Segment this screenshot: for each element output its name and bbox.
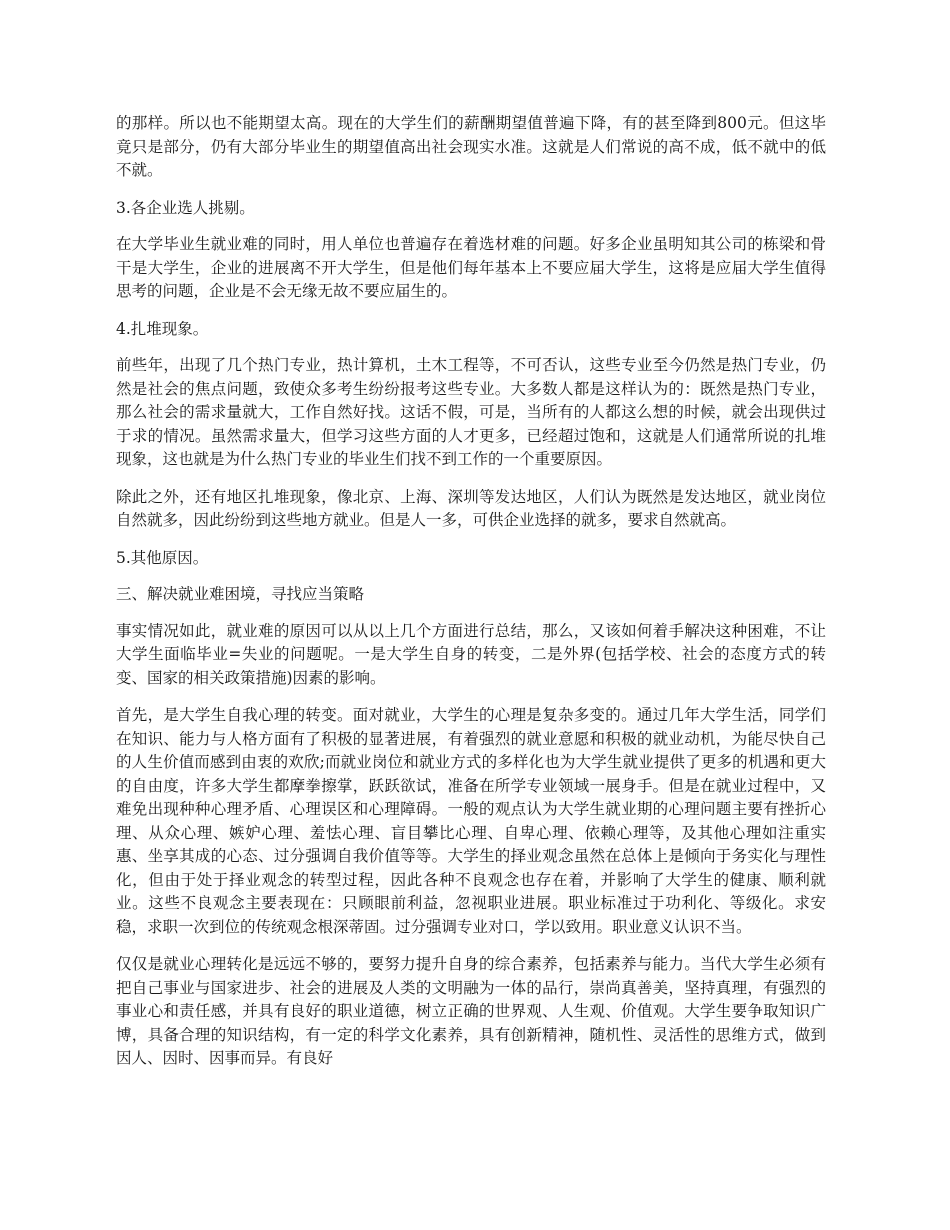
body-paragraph-6: 首先，是大学生自我心理的转变。面对就业，大学生的心理是复杂多变的。通过几年大学生活，同学们在知识、能力与人格方面有了积极的显著进展，有着强烈的就业意愿和积极的就业动机，为能尽快自己的人生价值而感到由衷的欢欣;而就业岗位和就业方式的多样化也为大学生就业提供了更多的机遇和更大的自由度，许多大学生都摩拳擦掌，跃跃欲试，准备在所学专业领域一展身手。但是在就业过程中，又难免出现种种心理矛盾、心理误区和心理障碍。一般的观点认为大学生就业期的心理问题主要有挫折心理、从众心理、嫉妒心理、羞怯心理、盲目攀比心理、自卑心理、依赖心理等，及其他心理如注重实惠、坐享其成的心态、过分强调自我价值等等。大学生的择业观念虽然在总体上是倾向于务实化与理性化，但由于处于择业观念的转型过程，因此各种不良观念也存在着，并影响了大学生的健康、顺利就业。这些不良观念主要表现在：只顾眼前利益，忽视职业进展。职业标准过于功利化、等级化。求安稳，求职一次到位的传统观念根深蒂固。过分强调专业对口，学以致用。职业意义认识不当。: [116, 706, 826, 936]
body-paragraph-2: 在大学毕业生就业难的同时，用人单位也普遍存在着选材难的问题。好多企业虽明知其公司的栋梁和骨干是大学生，企业的进展离不开大学生，但是他们每年基本上不要应届大学生，这将是应届大学生值得思考的问题，企业是不会无缘无故不要应届生的。: [116, 235, 826, 300]
body-paragraph-3: 前些年，出现了几个热门专业，热计算机，土木工程等，不可否认，这些专业至今仍然是热门专业，仍然是社会的焦点问题，致使众多考生纷纷报考这些专业。大多数人都是这样认为的：既然是热门专业，那么社会的需求量就大，工作自然好找。这话不假，可是，当所有的人都这么想的时候，就会出现供过于求的情况。虽然需求量大，但学习这些方面的人才更多，已经超过饱和，这就是人们通常所说的扎堆现象，这也就是为什么热门专业的毕业生们找不到工作的一个重要原因。: [116, 356, 826, 468]
body-paragraph-5: 事实情况如此，就业难的原因可以从以上几个方面进行总结，那么，又该如何着手解决这种困难，不让大学生面临毕业=失业的问题呢。一是大学生自身的转变，二是外界(包括学校、社会的态度方式的转变、国家的相关政策措施)因素的影响。: [116, 621, 826, 687]
section-heading-5: 5.其他原因。: [116, 548, 209, 567]
document-page: [116, 112, 826, 1085]
section-heading-4: 4.扎堆现象。: [116, 319, 209, 338]
chapter-heading-3: 三、解决就业难困境，寻找应当策略: [116, 585, 365, 603]
body-paragraph-1: 的那样。所以也不能期望太高。现在的大学生们的薪酬期望值普遍下降，有的甚至降到800元。但这毕竟只是部分，仍有大部分毕业生的期望值高出社会现实水准。这就是人们常说的高不成，低不就中的低不就。: [116, 114, 826, 179]
section-heading-3: 3.各企业选人挑剔。: [116, 198, 255, 217]
body-paragraph-7: 仅仅是就业心理转化是远远不够的，要努力提升自身的综合素养，包括素养与能力。当代大学生必须有把自己事业与国家进步、社会的进展及人类的文明融为一体的品行，崇尚真善美，坚持真理，有强烈的事业心和责任感，并具有良好的职业道德，树立正确的世界观、人生观、价值观。大学生要争取知识广博，具备合理的知识结构，有一定的科学文化素养，具有创新精神，随机性、灵活性的思维方式，做到因人、因时、因事而异。有良好: [116, 955, 826, 1067]
body-paragraph-4: 除此之外，还有地区扎堆现象，像北京、上海、深圳等发达地区，人们认为既然是发达地区，就业岗位自然就多，因此纷纷到这些地方就业。但是人一多，可供企业选择的就多，要求自然就高。: [116, 487, 826, 529]
